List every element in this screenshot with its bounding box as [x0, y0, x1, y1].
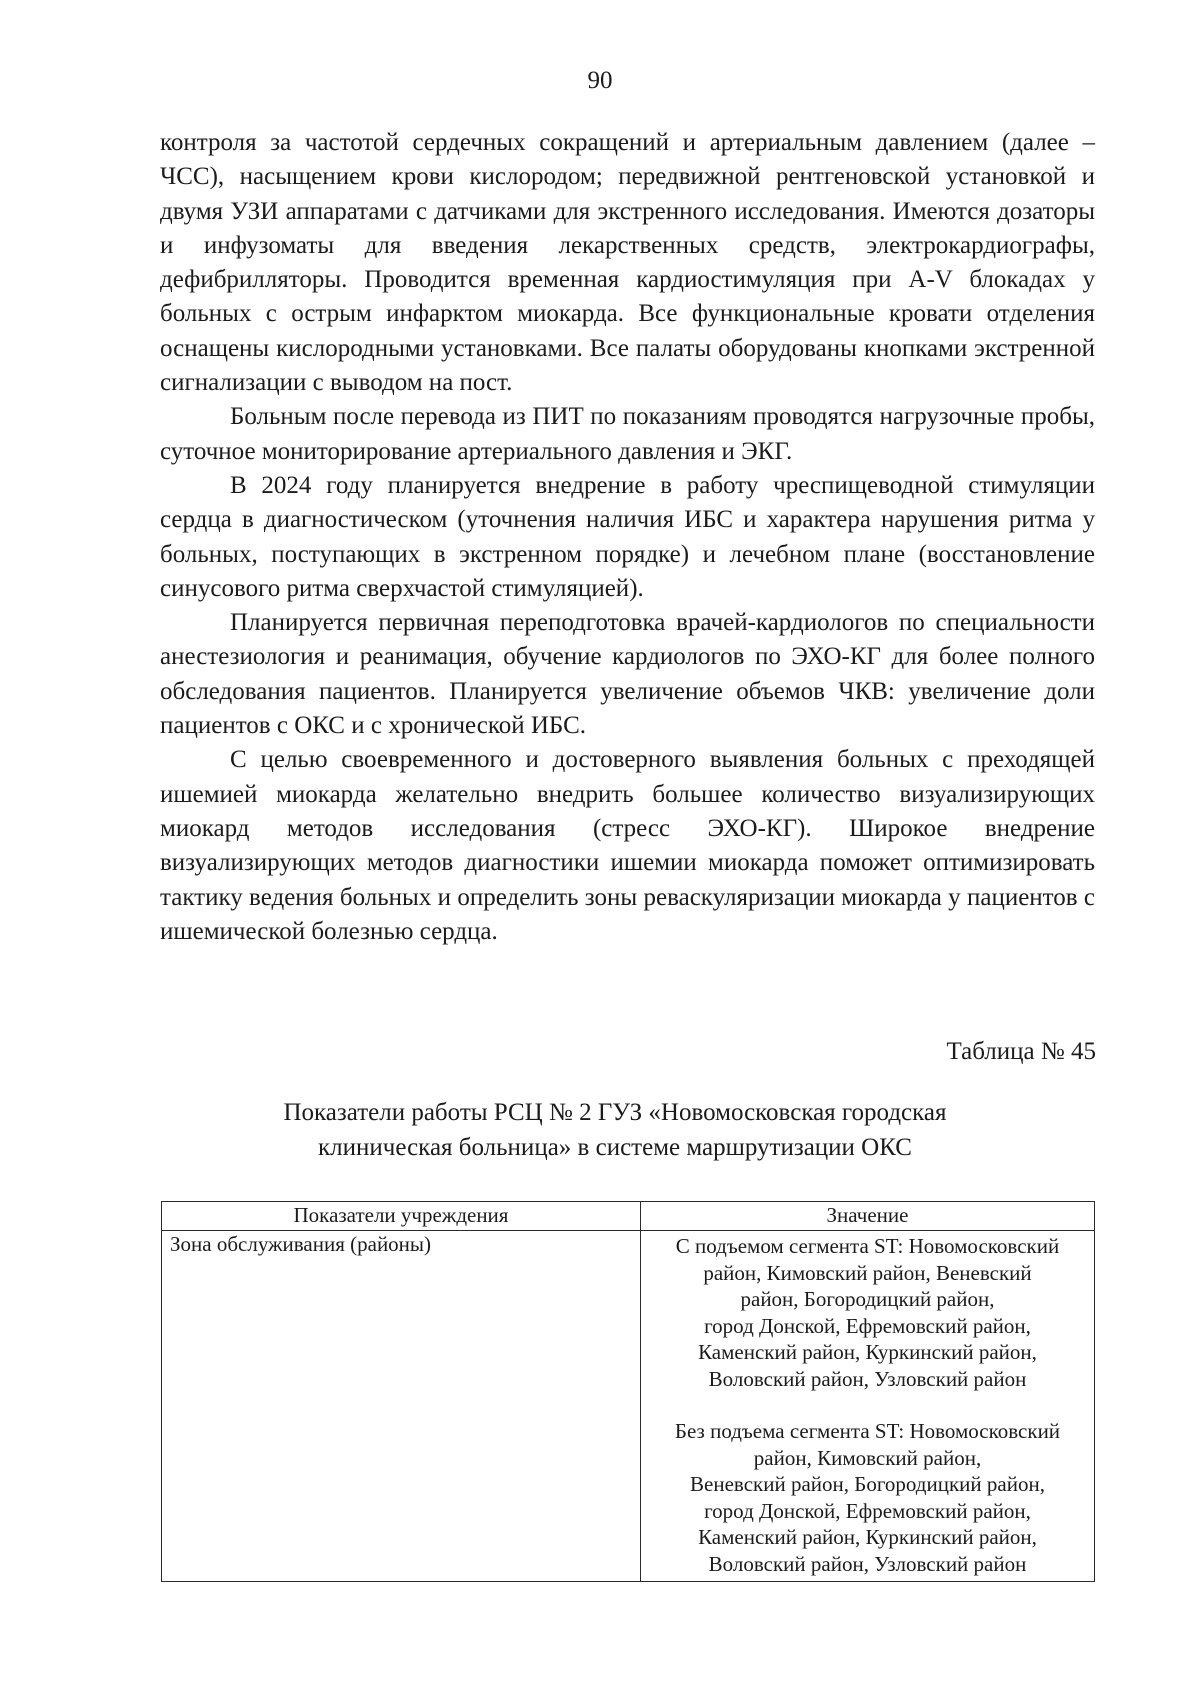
row-label: Зона обслуживания (районы): [162, 1231, 641, 1582]
header-indicators: Показатели учреждения: [162, 1202, 641, 1231]
value-line: Воловский район, Узловский район: [708, 1551, 1027, 1576]
value-line: Каменский район, Куркинский район,: [698, 1340, 1037, 1364]
paragraph: Больным после перевода из ПИТ по показаниям проводятся нагрузочные пробы, суточное мониторирование артериального давления и ЭКГ.: [160, 403, 1095, 465]
paragraph: контроля за частотой сердечных сокращений и артериальным давлением (далее – ЧСС), насыщением крови кислородом; передвижной рентгеновской установкой и двумя УЗИ аппаратами с датчиками для экстренного исследования. Имеются дозаторы и инфузоматы для введения лекарственных средств, электрокардиографы, дефибрилляторы. Проводится временная кардиостимуляция при A-V блокадах у больных с острым инфарктом миокарда. Все функциональные кровати отделения оснащены кислородными установками. Все палаты оборудованы кнопками экстренной сигнализации с выводом на пост.: [160, 129, 1095, 397]
value-line: Воловский район, Узловский район: [708, 1366, 1027, 1391]
table-title-line: клиническая больница» в системе маршрутизации ОКС: [318, 1134, 912, 1161]
value-line: город Донской, Ефремовский район,: [704, 1313, 1031, 1338]
table-row: [162, 1231, 1095, 1582]
table-title: [200, 1095, 1030, 1165]
table-number: Таблица № 45: [946, 1038, 1096, 1065]
paragraph: В 2024 году планируется внедрение в работу чреспищеводной стимуляции сердца в диагностическом (уточнения наличия ИБС и характера нарушения ритма у больных, поступающих в экстренном порядке) и лечебном плане (восстановление синусового ритма сверхчастой стимуляцией).: [160, 471, 1095, 602]
value-line: город Донской, Ефремовский район,: [704, 1498, 1031, 1523]
value-line: Веневский район, Богородицкий район,: [690, 1472, 1045, 1496]
row-value: [641, 1231, 1095, 1582]
value-line: Каменский район, Куркинский район,: [698, 1525, 1037, 1549]
table-header-row: [162, 1202, 1095, 1231]
value-line: район, Богородицкий район,: [740, 1287, 995, 1311]
body-text: [160, 126, 1095, 949]
header-value: Значение: [641, 1202, 1095, 1231]
page-number: 90: [587, 67, 613, 94]
table-title-line: Показатели работы РСЦ № 2 ГУЗ «Новомосковская городская: [283, 1099, 947, 1126]
value-line: район, Кимовский район,: [753, 1445, 982, 1470]
indicators-table: [161, 1201, 1095, 1582]
value-line: Без подъема сегмента ST: Новомосковский: [674, 1419, 1061, 1443]
paragraph: С целью своевременного и достоверного выявления больных с преходящей ишемией миокарда желательно внедрить большее количество визуализирующих миокард методов исследования (стресс ЭХО-КГ). Широкое внедрение визуализирующих методов диагностики ишемии миокарда поможет оптимизировать тактику ведения больных и определить зоны реваскуляризации миокарда у пациентов с ишемической болезнью сердца.: [160, 746, 1095, 945]
value-line: район, Кимовский район, Веневский: [703, 1260, 1032, 1285]
paragraph: Планируется первичная переподготовка врачей-кардиологов по специальности анестезиология и реанимация, обучение кардиологов по ЭХО-КГ для более полного обследования пациентов. Планируется увеличение объемов ЧКВ: увеличение доли пациентов с ОКС и с хронической ИБС.: [160, 609, 1095, 740]
value-spacer: [649, 1392, 1086, 1418]
value-line: С подъемом сегмента ST: Новомосковский: [675, 1234, 1060, 1258]
